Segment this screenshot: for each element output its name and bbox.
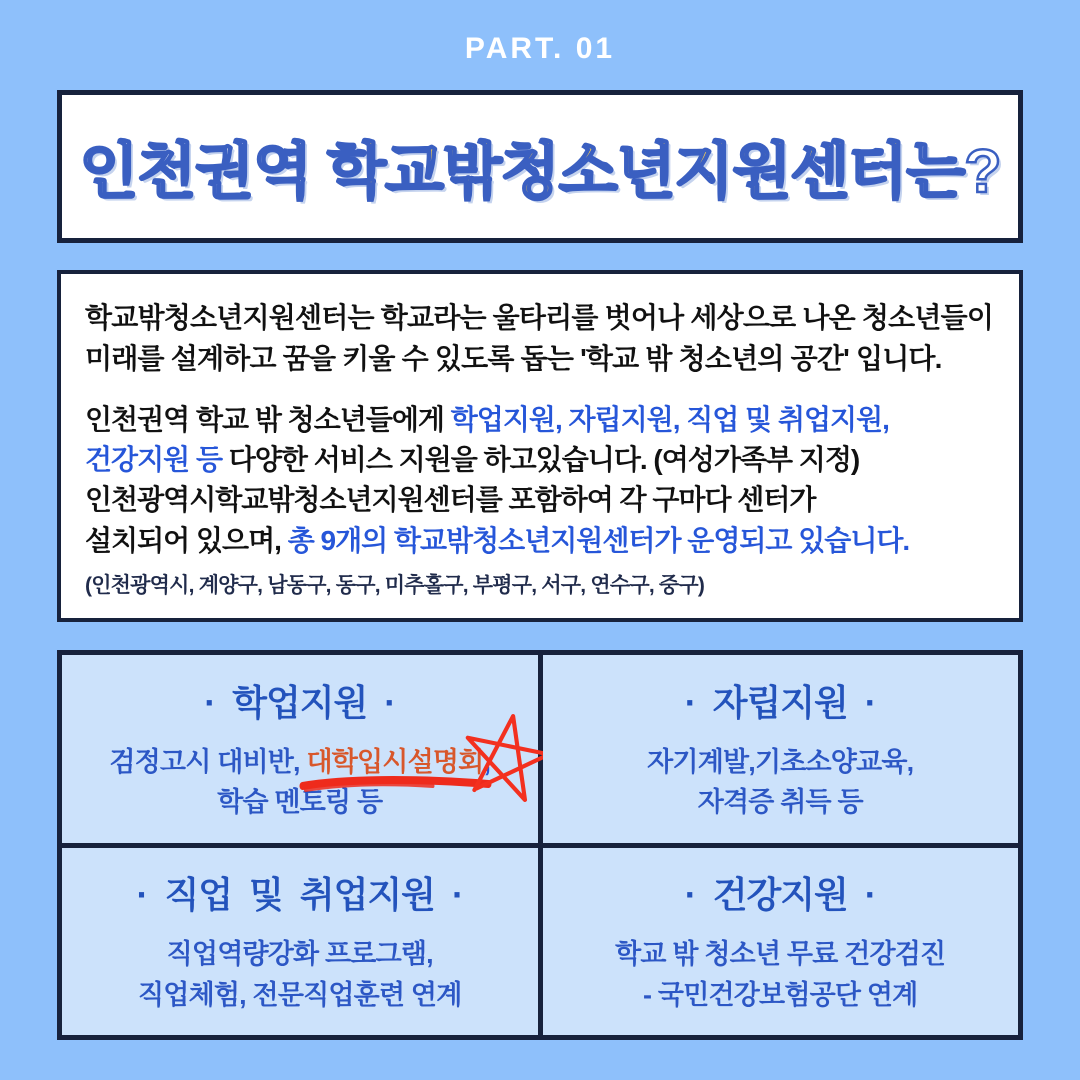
intro-line4-blue: 총 9개의 학교밖청소년지원센터가 운영되고 있습니다. [287, 524, 910, 556]
intro-box [57, 270, 1023, 622]
intro-line2-black: 다양한 서비스 지원을 하고있습니다. (여성가족부 지정) [222, 444, 860, 476]
card-academic-line2: 학습 멘토링 등 [217, 787, 383, 818]
card-body [109, 742, 490, 823]
card-title: · 학업지원 · [204, 681, 396, 723]
card-academic-support [62, 655, 538, 843]
card-academic-line1-pre: 검정고시 대비반, [109, 746, 307, 777]
districts-note: (인천광역시, 계양구, 남동구, 동구, 미추홀구, 부평구, 서구, 연수구, 중구) [85, 574, 705, 597]
intro-line1-black: 인천권역 학교 밖 청소년들에게 [85, 403, 451, 435]
card-independence-support [543, 655, 1019, 843]
title-prefix: 인천권역 [79, 137, 328, 205]
card-health-support [543, 848, 1019, 1036]
highlighted-program-text: 대학입시설명회 [306, 742, 483, 783]
part-label: PART. 01 [464, 32, 616, 65]
card-body: 직업역량강화 프로그램, 직업체험, 전문직업훈련 연계 [138, 939, 462, 1010]
intro-line3-black: 인천광역시학교밖청소년지원센터를 포함하여 각 구마다 센터가 [85, 484, 816, 516]
title-box [57, 90, 1023, 243]
card-body: 학교 밖 청소년 무료 건강검진 - 국민건강보험공단 연계 [615, 939, 946, 1010]
card-job-employment-support [62, 848, 538, 1036]
card-title: · 직업 및 취업지원 · [136, 874, 463, 916]
card-body: 자기계발,기초소양교육, 자격증 취득 등 [647, 746, 914, 818]
intro-line1-blue: 학업지원, 자립지원, 직업 및 취업지원, [450, 403, 889, 435]
card-academic-line1-post: , [483, 746, 491, 777]
intro-paragraph-1: 학교밖청소년지원센터는 학교라는 울타리를 벗어나 세상으로 나온 청소년들이 미래를 설계하고 꿈을 키울 수 있도록 돕는 '학교 밖 청소년의 공간' 입니다. [85, 302, 994, 374]
intro-line4-black: 설치되어 있으며, [85, 524, 288, 556]
title-highlight: 학교밖청소년지원센터 [327, 137, 907, 205]
page-title [79, 123, 1000, 210]
title-suffix: 는? [906, 137, 1001, 205]
card-title: · 건강지원 · [684, 874, 876, 916]
intro-paragraph-2 [85, 400, 995, 561]
intro-line2-blue: 건강지원 등 [85, 444, 223, 476]
card-title: · 자립지원 · [684, 681, 876, 723]
services-grid [57, 650, 1023, 1040]
